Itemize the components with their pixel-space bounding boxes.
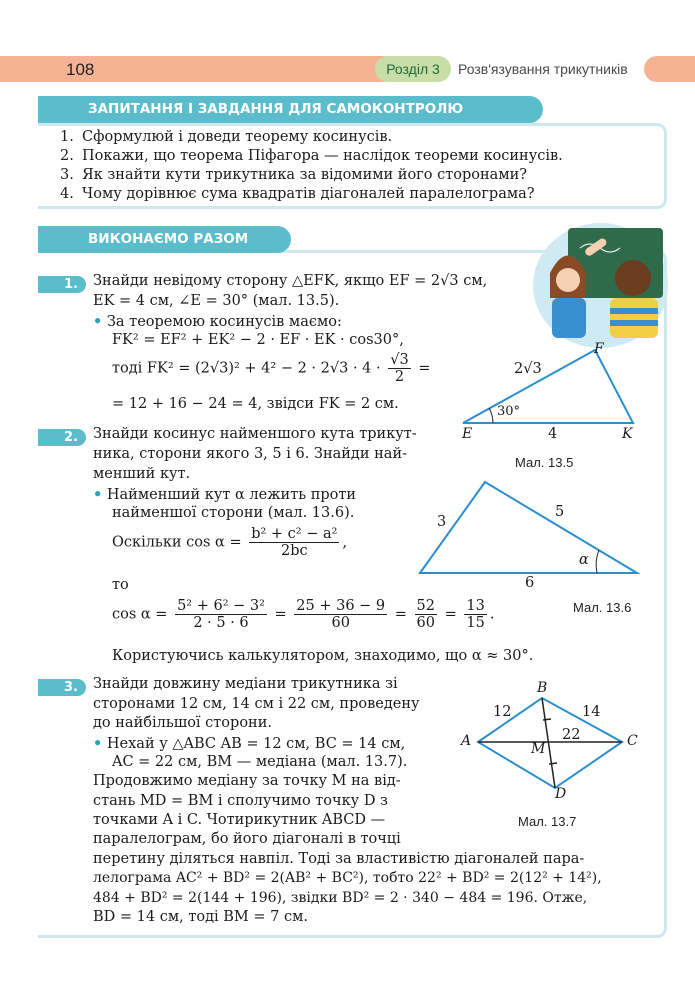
task3-line12: 484 + BD² = 2(144 + 196), звідки BD² = 2 · 340 − 484 = 196. Отже,	[93, 890, 588, 906]
students-illustration	[540, 228, 665, 338]
question-item: 4. Чому дорівнює сума квадратів діагоналей паралелограма?	[60, 186, 535, 202]
side-label: 3	[437, 514, 447, 530]
page-number: 108	[66, 60, 95, 79]
task3-line10: перетину діляться навпіл. Тоді за властивістю діагоналей пара-	[93, 851, 585, 867]
task3-line13: BD = 14 см, тоді BM = 7 см.	[93, 909, 308, 925]
bullet-icon: •	[93, 735, 103, 752]
task2-cos-formula: cos α = $\frac{\text{5² + 6² − 3²}}{2 \cdot 5 \cdot 6}$ = $\frac{25 + 36 - 9}{60}$ = $\frac{52}{60}$ = $\frac{13}{15}$ .	[112, 598, 495, 631]
task3-line3: до найбільшої сторони.	[93, 715, 272, 731]
point-label: E	[462, 426, 473, 442]
side-label: 5	[555, 504, 565, 520]
side-label: 12	[493, 704, 512, 720]
chapter-badge: Розділ 3	[375, 56, 451, 82]
self-check-heading: ЗАПИТАННЯ І ЗАВДАННЯ ДЛЯ САМОКОНТРОЛЮ	[38, 96, 543, 123]
question-item: 2. Покажи, що теорема Піфагора — наслідок теореми косинусів.	[60, 148, 563, 164]
task1-formula1: FK² = EF² + EK² − 2 · EF · EK · cos30°,	[112, 332, 404, 348]
task1-line3: • За теоремою косинусів маємо:	[93, 313, 342, 330]
chapter-title: Розв'язування трикутників	[458, 61, 628, 77]
task3-line8: точками A і C. Чотирикутник ABCD —	[93, 812, 386, 828]
task3-line11: лелограма AC² + BD² = 2(AB² + BC²), тобто 22² + BD² = 2(12² + 14²),	[93, 870, 602, 886]
point-label: K	[622, 426, 633, 442]
angle-label: 30°	[497, 404, 521, 419]
side-label: 14	[582, 704, 601, 720]
point-label: F	[594, 341, 604, 357]
bullet-icon: •	[93, 313, 103, 330]
task-number: 3.	[38, 679, 86, 696]
figure-caption: Мал. 13.6	[573, 600, 632, 615]
task3-line7: стань MD = BM і сполучимо точку D з	[93, 793, 388, 809]
self-check-list	[60, 128, 563, 204]
task2-since: Оскільки cos α = $\frac{\text{b² + c² − a²}}{2bc}$ ,	[112, 526, 348, 559]
question-item: 1. Сформулюй і доведи теорему косинусів.	[60, 129, 393, 145]
task3-line9: паралелограм, бо його діагоналі в точці	[93, 831, 401, 847]
task1-line1: Знайди невідому сторону △EFK, якщо EF = 2√3 см,	[93, 273, 488, 289]
point-label: C	[627, 733, 638, 749]
task2-line2: ника, сторони якого 3, 5 і 6. Знайди най-	[93, 446, 408, 462]
task2-line4: • Найменший кут α лежить проти	[93, 486, 357, 503]
point-label: M	[531, 741, 546, 757]
task-number: 1.	[38, 276, 86, 293]
figure-caption: Мал. 13.7	[518, 814, 577, 829]
task2-line1: Знайди косинус найменшого кута трикут-	[93, 426, 417, 442]
question-item: 3. Як знайти кути трикутника за відомими його сторонами?	[60, 167, 528, 183]
figure-13-6	[415, 478, 643, 578]
side-label: 2√3	[514, 361, 542, 377]
task1-line2: EK = 4 см, ∠E = 30° (мал. 13.5).	[93, 293, 340, 309]
bullet-icon: •	[93, 486, 103, 503]
task2-line5: найменшої сторони (мал. 13.6).	[112, 505, 355, 521]
task1-formula2: тоді FK² = (2√3)² + 4² − 2 · 2√3 · 4 · $\frac{√3}{2}$ =	[112, 352, 431, 385]
task3-line6: Продовжимо медіану за точку M на від-	[93, 773, 401, 789]
figure-caption: Мал. 13.5	[515, 455, 574, 470]
task3-line1: Знайди довжину медіани трикутника зі	[93, 676, 398, 692]
point-label: A	[461, 733, 472, 749]
task2-conclusion: Користуючись калькулятором, знаходимо, що α ≈ 30°.	[112, 648, 534, 664]
side-label: 22	[562, 727, 581, 743]
point-label: B	[537, 680, 548, 696]
header-bar-right	[644, 56, 695, 82]
together-heading: ВИКОНАЄМО РАЗОМ	[38, 226, 291, 253]
point-label: D	[555, 786, 567, 802]
angle-label: α	[579, 552, 589, 568]
task3-line2: сторонами 12 см, 14 см і 22 см, проведену	[93, 696, 420, 712]
task-number: 2.	[38, 429, 86, 446]
side-label: 6	[525, 575, 535, 591]
task2-line3: менший кут.	[93, 466, 191, 482]
task2-then: то	[112, 577, 129, 593]
header-bar-left	[0, 56, 385, 82]
task3-line5: AC = 22 см, BM — медіана (мал. 13.7).	[112, 754, 408, 770]
side-label: 4	[548, 426, 558, 442]
task3-line4: • Нехай у △ABC AB = 12 см, BC = 14 см,	[93, 735, 406, 752]
task1-formula3: = 12 + 16 − 24 = 4, звідси FK = 2 см.	[112, 396, 399, 412]
